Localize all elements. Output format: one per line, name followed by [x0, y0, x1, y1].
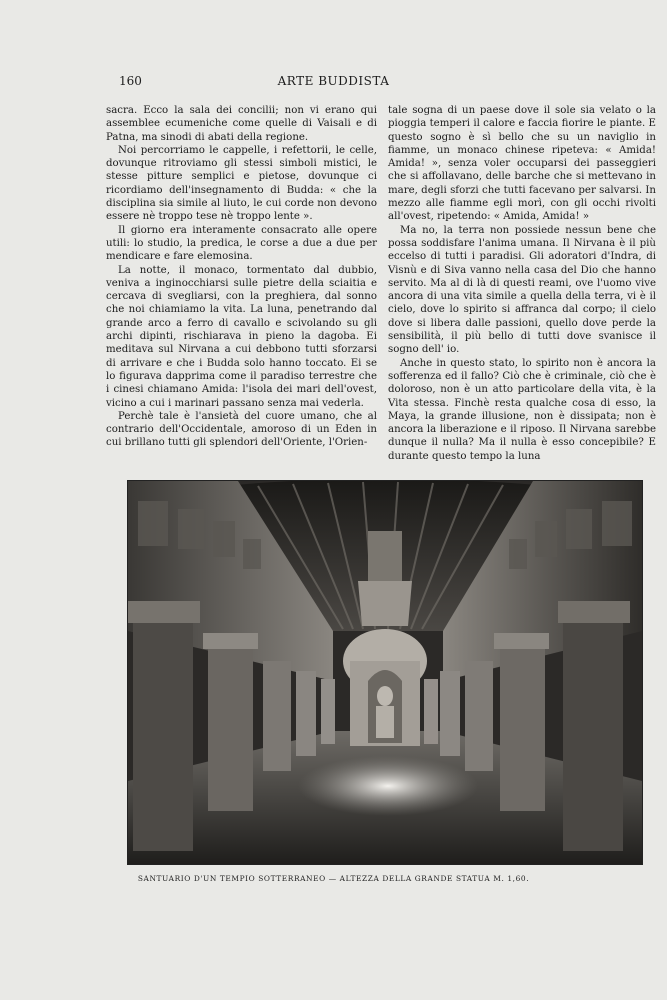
paragraph: Anche in questo stato, lo spirito non è ancora la sofferenza ed il fallo? Ciò che è criminale, ciò che è doloroso, non è un atto particolare della vita, è la Vita stessa. Finchè resta qualche cosa di esso, la Maya, la grande illusione, non è dissipata; non è ancora la liberazione e il riposo. Il Nirvana sarebbe dunque il nulla? Ma il nulla è esso concepibile? E durante questo tempo la luna: [388, 357, 656, 462]
light-reflection: [298, 756, 478, 816]
left-text-column: [106, 104, 377, 450]
paragraph: Il giorno era interamente consacrato alle opere utili: lo studio, la predica, le corse a due a due per mendicare e fare elemosina.: [106, 224, 377, 263]
page-number: 160: [119, 74, 142, 88]
paragraph: Perchè tale è l'ansietà del cuore umano, che al contrario dell'Occidentale, amoroso di un Eden in cui brillano tutti gli splendori dell'Oriente, l'Orien-: [106, 410, 377, 449]
cave-sanctuary-illustration: [128, 481, 642, 864]
paragraph: Noi percorriamo le cappelle, i refettorii, le celle, dovunque ritroviamo gli stessi simboli mistici, le stesse pitture semplici e pietose, dovunque ci ricordiamo dell'insegnamento di Budda: « che la disciplina sia simile al liuto, le cui corde non devono essere nè troppo tese nè troppo lente ».: [106, 144, 377, 223]
paragraph: sacra. Ecco la sala dei concilii; non vi erano qui assemblee ecumeniche come quelle di Vaisali e di Patna, ma sinodi di abati della regione.: [106, 105, 377, 143]
figure-caption: SANTUARIO D'UN TEMPIO SOTTERRANEO — ALTEZZA DELLA GRANDE STATUA M. 1,60.: [137, 874, 530, 883]
paragraph: La notte, il monaco, tormentato dal dubbio, veniva a inginocchiarsi sulle pietre della sciaitia e cercava di svegliarsi, con la preghiera, dal sonno che noi chiamiamo la vita. La luna, penetrando dal grande arco a ferro di cavallo e scivolando su gli archi dipinti, rischiarava in pieno la dagoba. Ei meditava sul Nirvana a cui debbono tutti sforzarsi di arrivare e che i Budda solo hanno toccato. Ei se lo figurava dapprima come il paradiso terrestre che i cinesi chiamano Amida: l'isola dei mari dell'ovest, vicino a cui i marinari passano senza mai vederla.: [106, 264, 377, 409]
temple-photograph: [127, 480, 643, 865]
right-text-column: [388, 104, 656, 463]
paragraph: Ma no, la terra non possiede nessun bene che possa soddisfare l'anima umana. Il Nirvana è il più eccelso di tutti i paradisi. Gli adoratori d'Indra, di Visnù e di Siva vanno nella casa del Dio che hanno servito. Ma al di là di questi reami, ove l'uomo vive ancora di una vita simile a quella della terra, vi è il cielo, dove lo spirito si affranca dal corpo; il cielo dove si libera dalle passioni, quello dove perde la sensibilità, il più bello di tutti dove svanisce il sogno dell' io.: [388, 224, 656, 356]
paragraph: tale sogna di un paese dove il sole sia velato o la pioggia temperi il calore e faccia fiorire le piante. E questo sogno è sì bello che su un naviglio in fiamme, un monaco chinese ripeteva: « Amida! Amida! », senza voler occuparsi dei passeggieri che si affollavano, delle barche che si mettevano in mare, degli sforzi che tutti facevano per salvarsi. In mezzo alle fiamme egli morì, con gli occhi rivolti all'ovest, ripetendo: « Amida, Amida! »: [388, 105, 656, 223]
running-title: ARTE BUDDISTA: [277, 74, 390, 88]
buddha-statue: [377, 686, 393, 706]
